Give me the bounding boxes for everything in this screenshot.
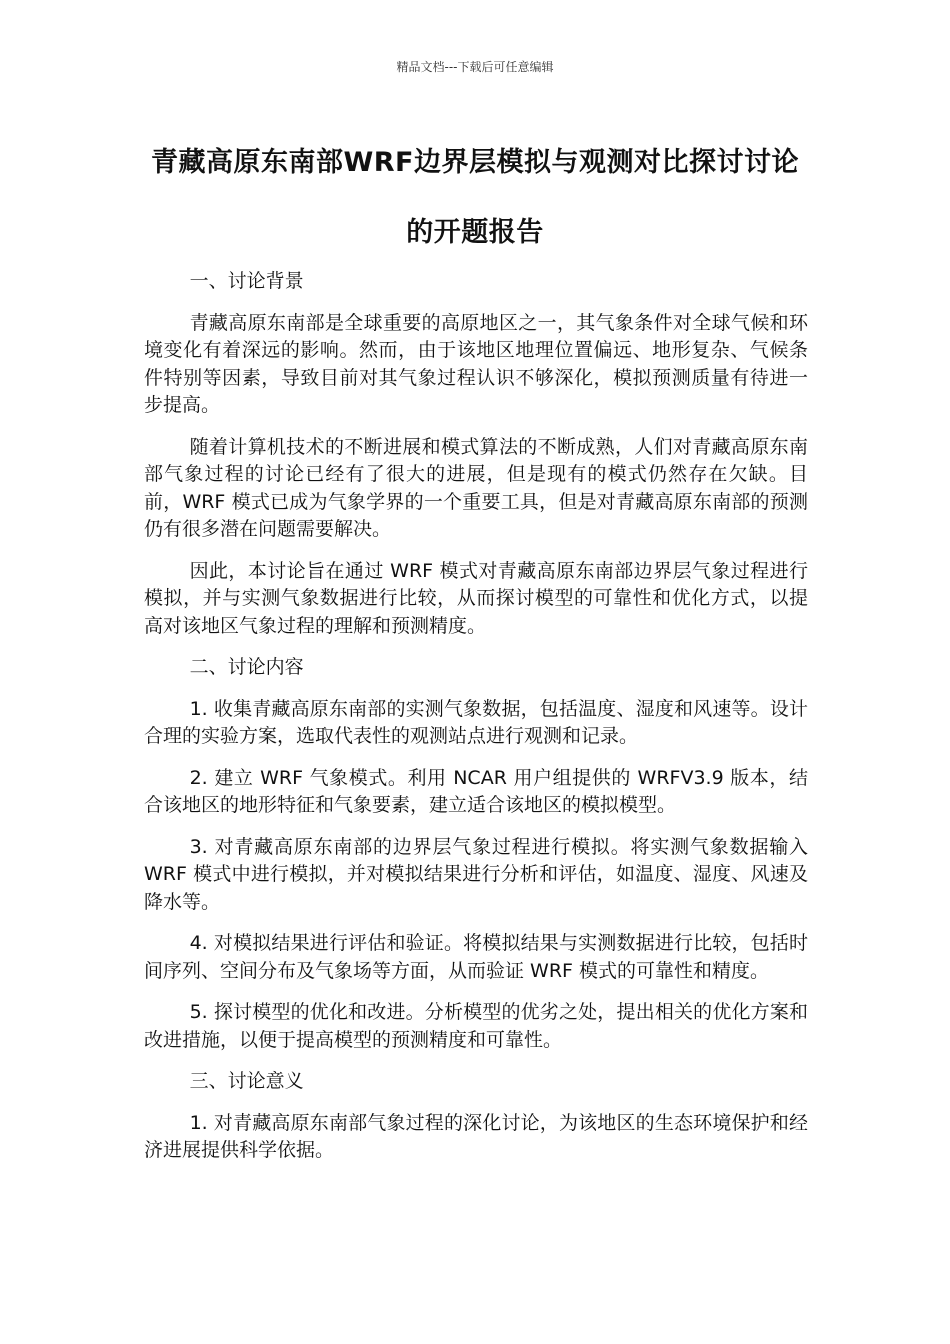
document-title: 青藏高原东南部WRF边界层模拟与观测对比探讨讨论的开题报告 [150, 147, 799, 248]
paragraph: 因此，本讨论旨在通过 WRF 模式对青藏高原东南部边界层气象过程进行模拟，并与实测气象数据进行比较，从而探讨模型的可靠性和优化方式，以提高对该地区气象过程的理解和预测精度。 [144, 559, 808, 637]
list-item: 1. 对青藏高原东南部气象过程的深化讨论，为该地区的生态环境保护和经济进展提供科学依据。 [144, 1111, 808, 1161]
document-body [144, 268, 808, 1179]
paragraph: 青藏高原东南部是全球重要的高原地区之一，其气象条件对全球气候和环境变化有着深远的影响。然而，由于该地区地理位置偏远、地形复杂、气候条件特别等因素，导致目前对其气象过程认识不够深化，模拟预测质量有待进一步提高。 [144, 311, 808, 416]
list-item: 4. 对模拟结果进行评估和验证。将模拟结果与实测数据进行比较，包括时间序列、空间分布及气象场等方面，从而验证 WRF 模式的可靠性和精度。 [144, 932, 808, 982]
list-item: 2. 建立 WRF 气象模式。利用 NCAR 用户组提供的 WRFV3.9 版本，结合该地区的地形特征和气象要素，建立适合该地区的模拟模型。 [144, 766, 808, 816]
list-item: 5. 探讨模型的优化和改进。分析模型的优劣之处，提出相关的优化方案和改进措施，以便于提高模型的预测精度和可靠性。 [144, 1001, 808, 1051]
list-item: 1. 收集青藏高原东南部的实测气象数据，包括温度、湿度和风速等。设计合理的实验方案，选取代表性的观测站点进行观测和记录。 [144, 697, 808, 747]
section-heading-background: 一、讨论背景 [189, 270, 304, 292]
page-header: 精品文档---下载后可任意编辑 [396, 60, 554, 74]
section-heading-significance: 三、讨论意义 [189, 1070, 304, 1092]
list-item: 3. 对青藏高原东南部的边界层气象过程进行模拟。将实测气象数据输入 WRF 模式中进行模拟，并对模拟结果进行分析和评估，如温度、湿度、风速及降水等。 [144, 835, 808, 913]
paragraph: 随着计算机技术的不断进展和模式算法的不断成熟，人们对青藏高原东南部气象过程的讨论已经有了很大的进展，但是现有的模式仍然存在欠缺。目前，WRF 模式已成为气象学界的一个重要工具，但是对青藏高原东南部的预测仍有很多潜在问题需要解决。 [144, 435, 808, 540]
section-heading-content: 二、讨论内容 [189, 656, 304, 678]
